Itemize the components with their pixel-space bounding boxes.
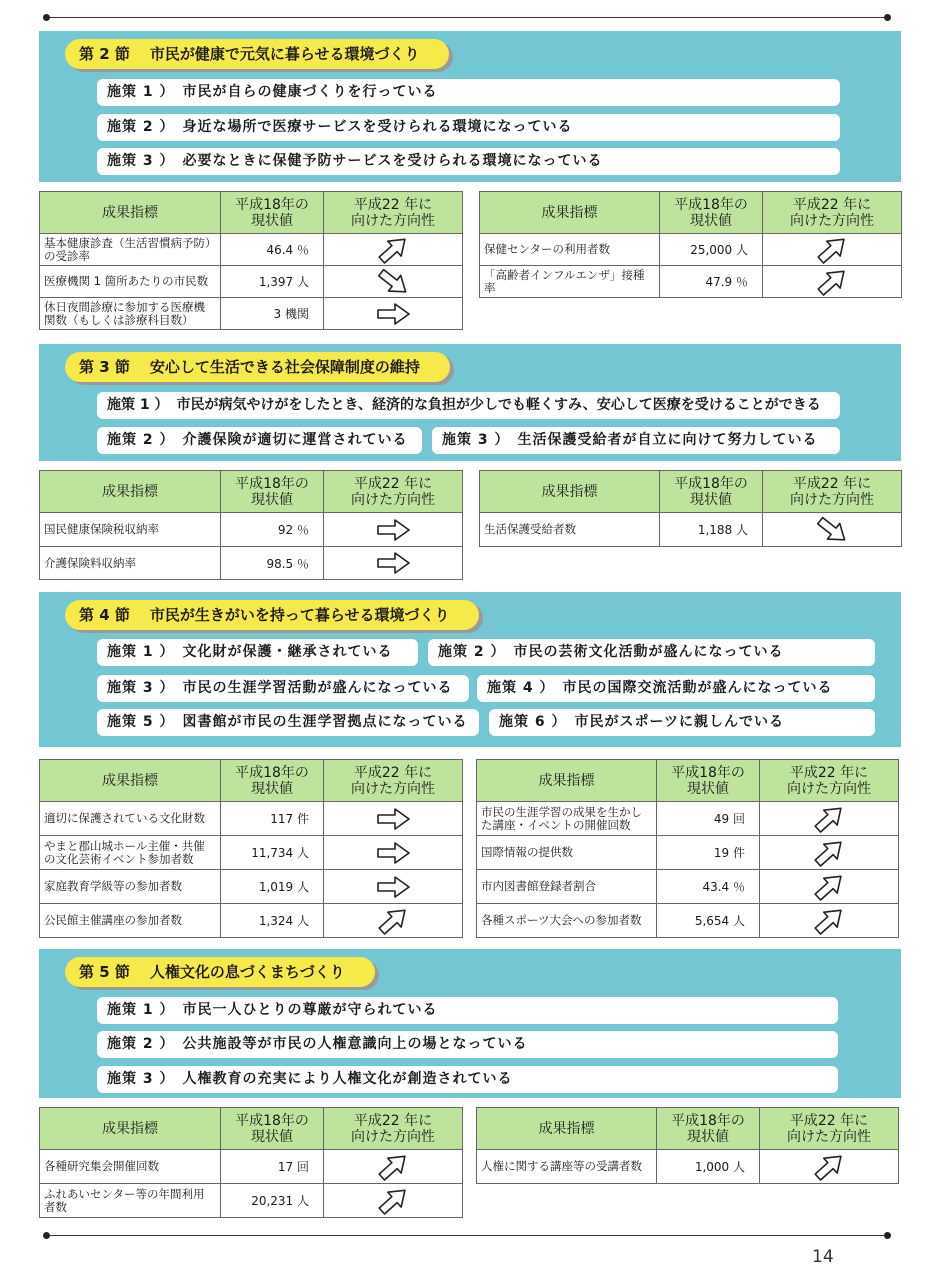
measure-label: 施策 2 ） xyxy=(438,644,506,660)
arrow-up-icon xyxy=(811,875,847,899)
measure-text: 人権教育の充実により人権文化が創造されている xyxy=(182,1071,513,1087)
measure-label: 施策 1 ） xyxy=(107,397,169,413)
kpi-table xyxy=(39,1107,463,1218)
current-value: 1,397 人 xyxy=(221,266,324,298)
table-row xyxy=(40,904,463,938)
measure-label: 施策 3 ） xyxy=(107,680,175,696)
column-header-indicator: 成果指標 xyxy=(477,1108,657,1150)
measure-item xyxy=(97,392,840,419)
section-title xyxy=(65,352,450,382)
kpi-table xyxy=(39,191,463,330)
measure-text: 市民がスポーツに親しんでいる xyxy=(574,714,784,730)
measure-item xyxy=(489,709,875,736)
measure-item xyxy=(97,675,469,702)
current-value: 17 回 xyxy=(221,1150,324,1184)
section-title xyxy=(65,957,375,987)
column-header-current: 平成18年の 現状値 xyxy=(660,192,763,234)
indicator-name: 家庭教育学級等の参加者数 xyxy=(40,870,221,904)
measure-text: 必要なときに保健予防サービスを受けられる環境になっている xyxy=(182,153,603,169)
indicator-name: 医療機関 1 箇所あたりの市民数 xyxy=(40,266,221,298)
section-number: 第 5 節 xyxy=(79,963,130,981)
section-title xyxy=(65,39,449,69)
indicator-name: 国際情報の提供数 xyxy=(477,836,657,870)
indicator-name: 生活保護受給者数 xyxy=(480,513,660,547)
section-heading: 安心して生活できる社会保障制度の維持 xyxy=(149,358,420,376)
section-heading: 人権文化の息づくまちづくり xyxy=(149,963,345,981)
section-2 xyxy=(39,31,901,182)
indicator-name: 保健センターの利用者数 xyxy=(480,234,660,266)
measure-item xyxy=(97,79,840,106)
measure-text: 市民の芸術文化活動が盛んになっている xyxy=(513,644,784,660)
column-header-direction: 平成22 年に 向けた方向性 xyxy=(760,760,899,802)
column-header-current: 平成18年の 現状値 xyxy=(660,471,763,513)
column-header-direction: 平成22 年に 向けた方向性 xyxy=(760,1108,899,1150)
table-row xyxy=(477,904,899,938)
arrow-up-icon xyxy=(814,270,850,294)
column-header-indicator: 成果指標 xyxy=(40,471,221,513)
measure-item xyxy=(97,997,838,1024)
indicator-name: 公民館主催講座の参加者数 xyxy=(40,904,221,938)
column-header-current: 平成18年の 現状値 xyxy=(221,760,324,802)
arrow-right-icon xyxy=(375,302,411,326)
measure-label: 施策 6 ） xyxy=(499,714,567,730)
column-header-current: 平成18年の 現状値 xyxy=(221,192,324,234)
indicator-name: 「高齢者インフルエンザ」接種率 xyxy=(480,266,660,298)
column-header-indicator: 成果指標 xyxy=(477,760,657,802)
arrow-down-icon xyxy=(375,270,411,294)
current-value: 3 機関 xyxy=(221,298,324,330)
arrow-up-icon xyxy=(375,1155,411,1179)
arrow-up-icon xyxy=(375,238,411,262)
column-header-current: 平成18年の 現状値 xyxy=(657,1108,760,1150)
measure-item xyxy=(477,675,875,702)
arrow-up-icon xyxy=(814,238,850,262)
measure-text: 介護保険が適切に運営されている xyxy=(182,432,408,448)
table-row xyxy=(480,266,902,298)
section-heading: 市民が生きがいを持って暮らせる環境づくり xyxy=(149,606,450,624)
top-rule xyxy=(50,17,884,18)
table-row xyxy=(477,870,899,904)
current-value: 47.9 ％ xyxy=(660,266,763,298)
indicator-name: 休日夜間診療に参加する医療機関数（もしくは診療科目数） xyxy=(40,298,221,330)
arrow-down-icon xyxy=(814,518,850,542)
measure-label: 施策 1 ） xyxy=(107,1002,175,1018)
arrow-up-icon xyxy=(375,909,411,933)
kpi-table xyxy=(39,470,463,580)
table-row xyxy=(40,870,463,904)
page-number: 14 xyxy=(812,1247,834,1267)
measure-item xyxy=(97,709,479,736)
column-header-indicator: 成果指標 xyxy=(480,471,660,513)
table-row xyxy=(480,513,902,547)
indicator-name: 各種研究集会開催回数 xyxy=(40,1150,221,1184)
column-header-current: 平成18年の 現状値 xyxy=(221,1108,324,1150)
table-row xyxy=(477,836,899,870)
column-header-indicator: 成果指標 xyxy=(40,1108,221,1150)
arrow-up-icon xyxy=(811,807,847,831)
measure-text: 市民が病気やけがをしたとき、経済的な負担が少しでも軽くすみ、安心して医療を受けることができる xyxy=(176,397,821,413)
indicator-name: 市内図書館登録者割合 xyxy=(477,870,657,904)
current-value: 49 回 xyxy=(657,802,760,836)
column-header-direction: 平成22 年に 向けた方向性 xyxy=(324,1108,463,1150)
arrow-right-icon xyxy=(375,807,411,831)
measure-text: 公共施設等が市民の人権意識向上の場となっている xyxy=(182,1036,528,1052)
kpi-table xyxy=(476,759,899,938)
current-value: 5,654 人 xyxy=(657,904,760,938)
measure-label: 施策 3 ） xyxy=(442,432,510,448)
table-row xyxy=(40,836,463,870)
measure-text: 市民が自らの健康づくりを行っている xyxy=(182,84,438,100)
current-value: 1,000 人 xyxy=(657,1150,760,1184)
section-title xyxy=(65,600,479,630)
current-value: 11,734 人 xyxy=(221,836,324,870)
current-value: 25,000 人 xyxy=(660,234,763,266)
section-4 xyxy=(39,592,901,747)
indicator-name: ふれあいセンター等の年間利用者数 xyxy=(40,1184,221,1218)
arrow-right-icon xyxy=(375,518,411,542)
measure-label: 施策 1 ） xyxy=(107,644,175,660)
column-header-direction: 平成22 年に 向けた方向性 xyxy=(763,192,902,234)
measure-text: 図書館が市民の生涯学習拠点になっている xyxy=(182,714,468,730)
column-header-current: 平成18年の 現状値 xyxy=(221,471,324,513)
column-header-direction: 平成22 年に 向けた方向性 xyxy=(324,192,463,234)
section-number: 第 3 節 xyxy=(79,358,130,376)
column-header-indicator: 成果指標 xyxy=(40,192,221,234)
measure-text: 市民一人ひとりの尊厳が守られている xyxy=(182,1002,438,1018)
arrow-up-icon xyxy=(811,909,847,933)
table-row xyxy=(477,802,899,836)
table-row xyxy=(40,1150,463,1184)
table-row xyxy=(40,266,463,298)
table-row xyxy=(40,234,463,266)
current-value: 1,019 人 xyxy=(221,870,324,904)
section-3 xyxy=(39,344,901,461)
kpi-table xyxy=(479,470,902,547)
measure-item xyxy=(97,639,418,666)
current-value: 117 件 xyxy=(221,802,324,836)
section-heading: 市民が健康で元気に暮らせる環境づくり xyxy=(149,45,420,63)
measure-label: 施策 5 ） xyxy=(107,714,175,730)
measure-label: 施策 2 ） xyxy=(107,1036,175,1052)
measure-item xyxy=(97,427,422,454)
table-row xyxy=(477,1150,899,1184)
measure-label: 施策 2 ） xyxy=(107,432,175,448)
indicator-name: 市民の生涯学習の成果を生かした講座・イベントの開催回数 xyxy=(477,802,657,836)
current-value: 19 件 xyxy=(657,836,760,870)
arrow-right-icon xyxy=(375,875,411,899)
current-value: 46.4 ％ xyxy=(221,234,324,266)
measure-item xyxy=(432,427,840,454)
table-row xyxy=(480,234,902,266)
kpi-table xyxy=(476,1107,899,1184)
column-header-current: 平成18年の 現状値 xyxy=(657,760,760,802)
indicator-name: 各種スポーツ大会への参加者数 xyxy=(477,904,657,938)
section-number: 第 4 節 xyxy=(79,606,130,624)
column-header-indicator: 成果指標 xyxy=(40,760,221,802)
indicator-name: 基本健康診査（生活習慣病予防）の受診率 xyxy=(40,234,221,266)
indicator-name: 国民健康保険税収納率 xyxy=(40,513,221,547)
measure-text: 市民の生涯学習活動が盛んになっている xyxy=(182,680,453,696)
measure-item xyxy=(97,1066,838,1093)
current-value: 92 ％ xyxy=(221,513,324,547)
table-row xyxy=(40,802,463,836)
measure-label: 施策 1 ） xyxy=(107,84,175,100)
kpi-table xyxy=(479,191,902,298)
arrow-right-icon xyxy=(375,841,411,865)
measure-text: 身近な場所で医療サービスを受けられる環境になっている xyxy=(182,119,573,135)
current-value: 20,231 人 xyxy=(221,1184,324,1218)
current-value: 1,324 人 xyxy=(221,904,324,938)
measure-label: 施策 3 ） xyxy=(107,1071,175,1087)
current-value: 98.5 ％ xyxy=(221,547,324,580)
table-row xyxy=(40,1184,463,1218)
measure-label: 施策 4 ） xyxy=(487,680,555,696)
current-value: 1,188 人 xyxy=(660,513,763,547)
column-header-indicator: 成果指標 xyxy=(480,192,660,234)
measure-label: 施策 2 ） xyxy=(107,119,175,135)
indicator-name: 適切に保護されている文化財数 xyxy=(40,802,221,836)
arrow-up-icon xyxy=(375,1189,411,1213)
column-header-direction: 平成22 年に 向けた方向性 xyxy=(763,471,902,513)
kpi-table xyxy=(39,759,463,938)
indicator-name: 人権に関する講座等の受講者数 xyxy=(477,1150,657,1184)
measure-item xyxy=(97,1031,838,1058)
column-header-direction: 平成22 年に 向けた方向性 xyxy=(324,760,463,802)
measure-text: 市民の国際交流活動が盛んになっている xyxy=(562,680,833,696)
indicator-name: 介護保険料収納率 xyxy=(40,547,221,580)
measure-item xyxy=(97,148,840,175)
measure-text: 生活保護受給者が自立に向けて努力している xyxy=(517,432,818,448)
arrow-right-icon xyxy=(375,551,411,575)
measure-item xyxy=(428,639,875,666)
measure-item xyxy=(97,114,840,141)
current-value: 43.4 ％ xyxy=(657,870,760,904)
table-row xyxy=(40,547,463,580)
bottom-rule xyxy=(50,1235,884,1236)
measure-label: 施策 3 ） xyxy=(107,153,175,169)
measure-text: 文化財が保護・継承されている xyxy=(182,644,393,660)
arrow-up-icon xyxy=(811,1155,847,1179)
section-5 xyxy=(39,949,901,1098)
section-number: 第 2 節 xyxy=(79,45,130,63)
indicator-name: やまと郡山城ホール主催・共催の文化芸術イベント参加者数 xyxy=(40,836,221,870)
arrow-up-icon xyxy=(811,841,847,865)
column-header-direction: 平成22 年に 向けた方向性 xyxy=(324,471,463,513)
table-row xyxy=(40,513,463,547)
